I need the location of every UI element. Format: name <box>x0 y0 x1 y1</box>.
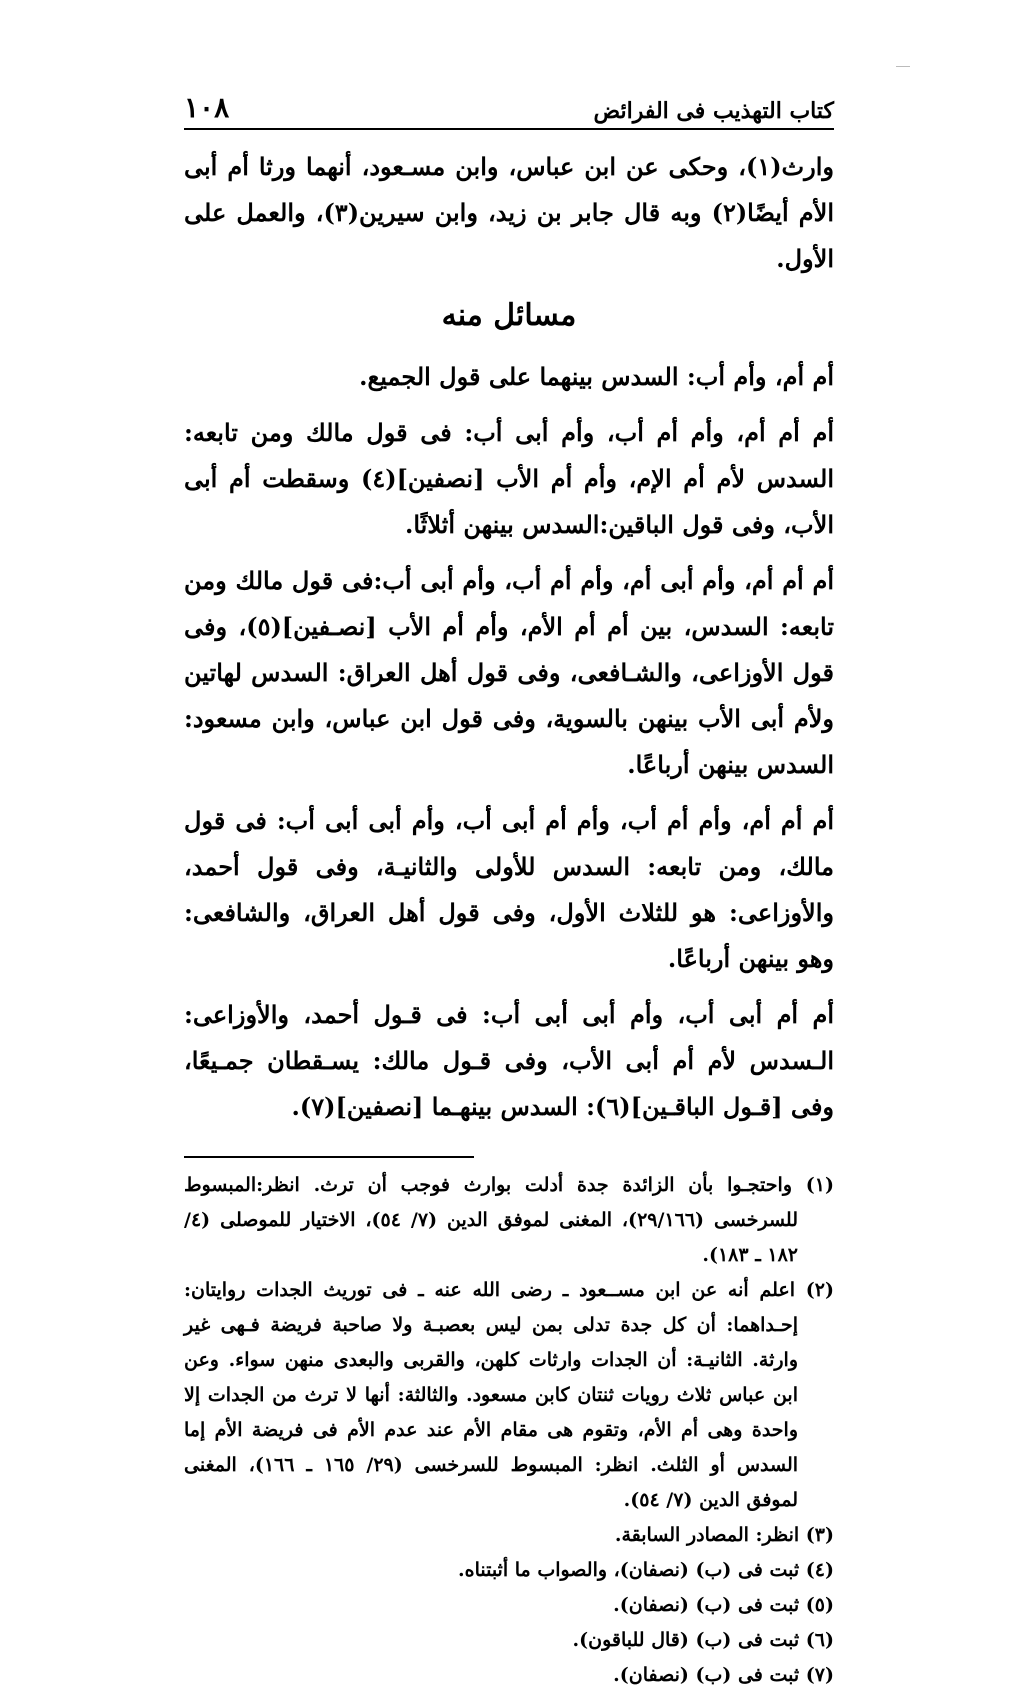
footnote-2: (٢) اعلم أنه عن ابن مســعود ـ رضى الله عنه ـ فى توريث الجدات روايتان: إحـداهما: أن كل جدة تدلى بمن ليس بعصبـة ولا صاحبة فريضة فـهى غير وارثة. الثانيـة: أن الجدات وارثات كلهن، والقربى والبعدى منهن سواء. وعن ابن عباس ثلاث رويات ثنتان كابن مسعود. والثالثة: أنها لا ترث من الجدات إلا واحدة وهى أم الأم، وتقوم هى مقام الأم عند عدم الأم فى فريضة الأم إما السدس أو الثلث. انظر: المبسوط للسرخسى (٢٩/ ١٦٥ ـ ١٦٦)، المغنى لموفق الدين (٧/ ٥٤). <box>184 1279 834 1511</box>
intro-paragraph: وارث(١)، وحكى عن ابن عباس، وابن مسـعود، أنهما ورثا أم أبى الأم أيضًا(٢) وبه قال جابر بن زيد، وابن سيرين(٣)، والعمل على الأول. <box>184 152 834 273</box>
case-paragraph-5: أم أم أبى أب، وأم أبى أبى أب: فى قـول أحمد، والأوزاعى: الـسدس لأم أم أبى الأب، وفى قـول مالك: يسـقطان جمـيعًا، وفى [قـول الباقـين](٦): السدس بينهـما [نصفين](٧). <box>184 1000 835 1121</box>
footnote-5: (٥) ثبت فى (ب) (نصفان). <box>613 1594 834 1616</box>
main-text <box>184 144 834 1130</box>
footnote-separator <box>184 1140 834 1168</box>
footnote-rule <box>184 1156 474 1158</box>
book-title: كتاب التهذيب فى الفرائض <box>593 98 834 124</box>
footnote-1: (١) واحتجـوا بأن الزائدة جدة أدلت بوارث فوجب أن ترث. انظر:المبسوط للسرخسى (٢٩/١٦٦)، المغنى لموفق الدين (٧/ ٥٤)، الاختيار للموصلى (٤/ ١٨٢ ـ ١٨٣). <box>184 1174 834 1266</box>
case-paragraph-4: أم أم أم، وأم أم أب، وأم أم أبى أب، وأم أبى أبى أب: فى قول مالك، ومن تابعه: السدس للأولى والثانيـة، وفى قول أحمد، والأوزاعى: هو للثلاث الأول، وفى قول أهل العراق، والشافعى: وهو بينهن أرباعًا. <box>184 806 834 973</box>
footnote-7: (٧) ثبت فى (ب) (نصفان). <box>613 1664 834 1686</box>
footnote-3: (٣) انظر: المصادر السابقة. <box>614 1524 834 1546</box>
case-paragraph-1: أم أم، وأم أب: السدس بينهما على قول الجميع. <box>359 362 834 391</box>
case-paragraph-2: أم أم أم، وأم أم أب، وأم أبى أب: فى قول مالك ومن تابعه: السدس لأم أم الإم، وأم أم الأب [نصفين](٤) وسقطت أم أبى الأب، وفى قول الباقين:السدس بينهن أثلاثًا. <box>184 418 834 539</box>
case-paragraph-3: أم أم أم، وأم أبى أم، وأم أم أب، وأم أبى أب:فى قول مالك ومن تابعه: السدس، بين أم أم الأم، وأم أم الأب [نصـفين](٥)، وفى قول الأوزاعى، والشـافعى، وفى قول أهل العراق: السدس لهاتين ولأم أبى الأب بينهن بالسوية، وفى قول ابن عباس، وابن مسعود: السدس بينهن أرباعًا. <box>184 566 834 779</box>
running-header <box>184 88 834 130</box>
scan-mark <box>896 66 910 67</box>
footnote-6: (٦) ثبت فى (ب) (قال للباقون). <box>572 1629 834 1651</box>
page-number: ١٠٨ <box>184 91 230 124</box>
footnote-4: (٤) ثبت فى (ب) (نصفان)، والصواب ما أثبتناه. <box>458 1559 834 1581</box>
page-content <box>184 88 834 1693</box>
footnotes <box>184 1168 834 1693</box>
section-heading: مسائل منه <box>441 298 577 333</box>
